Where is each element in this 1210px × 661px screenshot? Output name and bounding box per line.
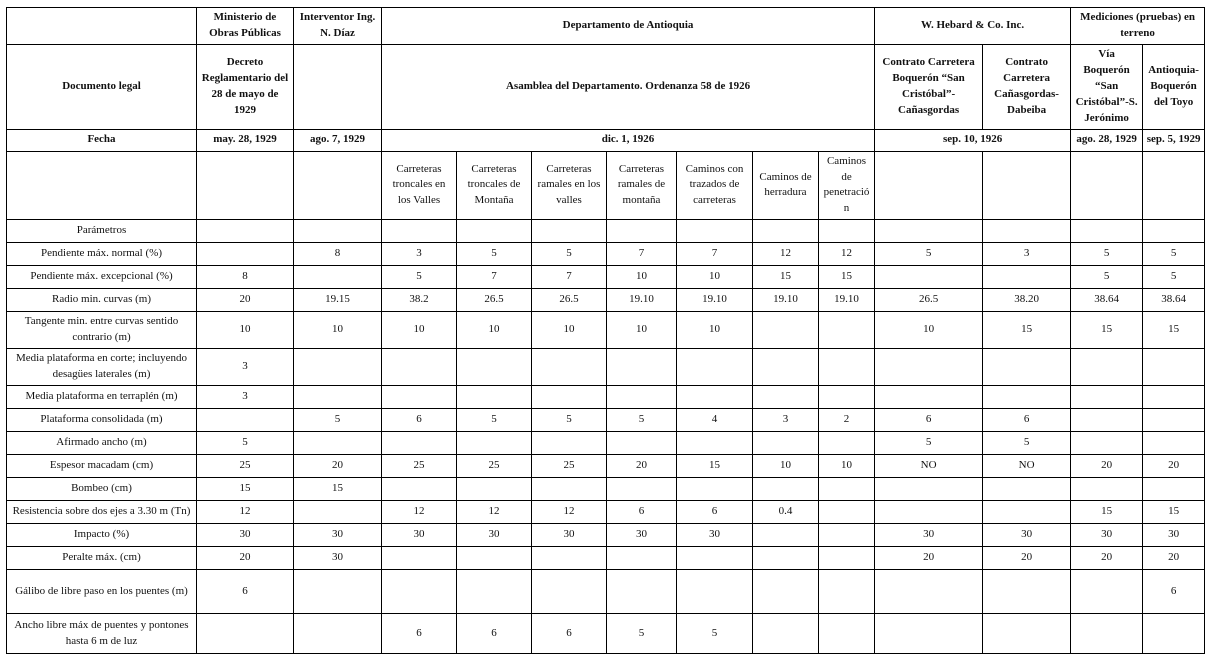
table-row [7,524,1205,547]
empty-data-cell [1071,570,1143,614]
empty-data-cell [457,478,532,501]
data-cell: 38.2 [382,289,457,312]
row-label: Media plataforma en corte; incluyendo desagües laterales (m) [7,349,197,386]
data-cell: 6 [677,501,753,524]
table-row [7,478,1205,501]
empty-data-cell [875,501,983,524]
data-cell: 25 [382,455,457,478]
header-cell: Caminos con trazados de carreteras [677,151,753,220]
data-cell: 3 [382,243,457,266]
data-cell: 8 [294,243,382,266]
empty-data-cell [532,432,607,455]
data-cell: 12 [819,243,875,266]
row-label: Bombeo (cm) [7,478,197,501]
data-cell: 10 [607,312,677,349]
data-cell: 10 [677,266,753,289]
empty-data-cell [819,501,875,524]
data-cell: 15 [294,478,382,501]
data-cell: 5 [1071,243,1143,266]
header-cell: Interventor Ing. N. Díaz [294,8,382,45]
empty-data-cell [753,432,819,455]
empty-data-cell [677,220,753,243]
header-cell: Contrato Carretera Boquerón “San Cristóbal”-Cañasgordas [875,44,983,129]
empty-data-cell [1071,220,1143,243]
row-label: Impacto (%) [7,524,197,547]
data-cell: 5 [983,432,1071,455]
data-cell: 15 [1071,312,1143,349]
data-cell: 10 [607,266,677,289]
data-cell: 19.10 [677,289,753,312]
data-cell: 5 [875,432,983,455]
empty-data-cell [677,349,753,386]
spec-table [6,7,1205,654]
data-cell: 15 [753,266,819,289]
data-cell: 6 [607,501,677,524]
empty-data-cell [819,312,875,349]
data-cell: 25 [197,455,294,478]
table-row [7,455,1205,478]
empty-data-cell [294,614,382,654]
empty-data-cell [983,614,1071,654]
empty-data-cell [607,220,677,243]
empty-data-cell [382,570,457,614]
empty-data-cell [983,501,1071,524]
empty-data-cell [607,478,677,501]
data-cell: 6 [382,614,457,654]
empty-data-cell [819,524,875,547]
empty-data-cell [819,220,875,243]
data-cell: 30 [983,524,1071,547]
empty-data-cell [607,547,677,570]
data-cell: 12 [753,243,819,266]
table-row [7,409,1205,432]
empty-data-cell [457,220,532,243]
header-cell: Antioquia-Boquerón del Toyo [1143,44,1205,129]
header-cell: Carreteras troncales de Montaña [457,151,532,220]
table-row [7,386,1205,409]
data-cell: 12 [382,501,457,524]
row-label: Gálibo de libre paso en los puentes (m) [7,570,197,614]
empty-data-cell [753,478,819,501]
empty-data-cell [1071,432,1143,455]
empty-data-cell [983,266,1071,289]
data-cell: 20 [875,547,983,570]
header-cell: sep. 10, 1926 [875,129,1071,151]
data-cell: 20 [197,547,294,570]
data-cell: 0.4 [753,501,819,524]
header-cell: Ministerio de Obras Públicas [197,8,294,45]
empty-data-cell [983,570,1071,614]
data-cell: 3 [983,243,1071,266]
data-cell: 15 [1071,501,1143,524]
data-cell: 38.64 [1071,289,1143,312]
empty-data-cell [294,266,382,289]
empty-data-cell [457,432,532,455]
data-cell: 10 [197,312,294,349]
empty-data-cell [875,266,983,289]
fecha-row [7,129,1205,151]
row-label: Pendiente máx. normal (%) [7,243,197,266]
table-row [7,266,1205,289]
data-cell: 4 [677,409,753,432]
empty-data-cell [1143,220,1205,243]
data-cell: 20 [197,289,294,312]
empty-data-cell [1143,614,1205,654]
empty-header-cell [1143,151,1205,220]
table-row [7,547,1205,570]
empty-data-cell [1071,386,1143,409]
empty-header-cell [7,8,197,45]
table-row [7,243,1205,266]
empty-data-cell [607,432,677,455]
header-cell: Carreteras ramales en los valles [532,151,607,220]
header-cell: ago. 7, 1929 [294,129,382,151]
data-cell: 5 [457,409,532,432]
row-label: Media plataforma en terraplén (m) [7,386,197,409]
data-cell: 19.15 [294,289,382,312]
row-label: Radio min. curvas (m) [7,289,197,312]
data-cell: 3 [197,349,294,386]
empty-data-cell [677,570,753,614]
data-cell: 6 [1143,570,1205,614]
empty-header-cell [197,151,294,220]
empty-data-cell [1143,409,1205,432]
data-cell: 5 [532,243,607,266]
empty-data-cell [875,478,983,501]
data-cell: 6 [197,570,294,614]
documento-legal-row [7,44,1205,129]
table-row [7,614,1205,654]
data-cell: 19.10 [753,289,819,312]
empty-data-cell [532,547,607,570]
empty-data-cell [753,312,819,349]
empty-header-cell [983,151,1071,220]
data-cell: 20 [1071,547,1143,570]
empty-data-cell [382,432,457,455]
data-cell: 5 [875,243,983,266]
empty-data-cell [819,478,875,501]
empty-data-cell [607,349,677,386]
empty-data-cell [1143,349,1205,386]
empty-data-cell [677,432,753,455]
empty-data-cell [819,349,875,386]
data-cell: 10 [457,312,532,349]
row-label: Ancho libre máx de puentes y pontones hasta 6 m de luz [7,614,197,654]
data-cell: 10 [532,312,607,349]
data-cell: 3 [753,409,819,432]
table-row [7,570,1205,614]
header-cell: may. 28, 1929 [197,129,294,151]
empty-data-cell [294,432,382,455]
data-cell: 6 [983,409,1071,432]
header-cell: W. Hebard & Co. Inc. [875,8,1071,45]
data-cell: 26.5 [875,289,983,312]
empty-data-cell [1143,478,1205,501]
data-cell: 5 [532,409,607,432]
empty-data-cell [753,349,819,386]
empty-data-cell [532,478,607,501]
header-cell: Documento legal [7,44,197,129]
data-cell: 5 [382,266,457,289]
data-cell: 10 [677,312,753,349]
empty-data-cell [819,386,875,409]
row-label: Afirmado ancho (m) [7,432,197,455]
data-cell: 30 [457,524,532,547]
data-cell: 30 [1143,524,1205,547]
data-cell: 26.5 [532,289,607,312]
header-cell: ago. 28, 1929 [1071,129,1143,151]
empty-data-cell [532,220,607,243]
empty-data-cell [753,570,819,614]
data-cell: 20 [1143,547,1205,570]
empty-data-cell [382,386,457,409]
data-cell: 15 [819,266,875,289]
empty-data-cell [607,570,677,614]
empty-data-cell [1071,409,1143,432]
empty-data-cell [382,547,457,570]
data-cell: 15 [1143,312,1205,349]
empty-data-cell [753,386,819,409]
empty-data-cell [197,409,294,432]
empty-data-cell [382,478,457,501]
data-cell: 10 [819,455,875,478]
empty-data-cell [532,349,607,386]
data-cell: 15 [1143,501,1205,524]
header-cell: sep. 5, 1929 [1143,129,1205,151]
data-cell: 19.10 [607,289,677,312]
empty-data-cell [382,349,457,386]
empty-data-cell [294,349,382,386]
empty-header-cell [875,151,983,220]
data-cell: 30 [197,524,294,547]
header-cell: Departamento de Antioquia [382,8,875,45]
empty-data-cell [819,614,875,654]
empty-data-cell [677,478,753,501]
empty-data-cell [753,614,819,654]
empty-data-cell [532,570,607,614]
data-cell: 30 [875,524,983,547]
header-cell: Fecha [7,129,197,151]
empty-data-cell [677,547,753,570]
data-cell: 6 [457,614,532,654]
data-cell: 7 [607,243,677,266]
empty-data-cell [1143,386,1205,409]
row-label: Resistencia sobre dos ejes a 3.30 m (Tn) [7,501,197,524]
empty-header-cell [7,151,197,220]
data-cell: NO [875,455,983,478]
data-cell: 20 [983,547,1071,570]
empty-data-cell [457,570,532,614]
empty-data-cell [1071,349,1143,386]
empty-data-cell [457,349,532,386]
data-cell: 30 [677,524,753,547]
table-row [7,501,1205,524]
empty-header-cell [1071,151,1143,220]
row-label: Peralte máx. (cm) [7,547,197,570]
empty-data-cell [753,524,819,547]
empty-data-cell [983,478,1071,501]
table-row [7,312,1205,349]
empty-data-cell [983,220,1071,243]
empty-data-cell [532,386,607,409]
data-cell: 5 [457,243,532,266]
data-cell: 3 [197,386,294,409]
data-cell: 7 [532,266,607,289]
data-cell: 15 [677,455,753,478]
data-cell: 6 [532,614,607,654]
empty-data-cell [197,220,294,243]
empty-data-cell [294,220,382,243]
data-cell: 20 [1143,455,1205,478]
data-cell: 38.64 [1143,289,1205,312]
header-cell: Carreteras troncales en los Valles [382,151,457,220]
data-cell: 12 [532,501,607,524]
data-cell: 20 [294,455,382,478]
header-cell: Caminos de penetración [819,151,875,220]
data-cell: 5 [1143,266,1205,289]
empty-data-cell [1071,614,1143,654]
data-cell: 8 [197,266,294,289]
data-cell: 5 [677,614,753,654]
table-row [7,349,1205,386]
data-cell: 30 [532,524,607,547]
row-label: Pendiente máx. excepcional (%) [7,266,197,289]
empty-data-cell [197,614,294,654]
data-cell: 15 [197,478,294,501]
data-cell: 7 [457,266,532,289]
data-cell: 10 [382,312,457,349]
table-row [7,220,1205,243]
empty-data-cell [197,243,294,266]
data-cell: 25 [532,455,607,478]
spec-table-head [7,8,1205,220]
empty-data-cell [753,547,819,570]
empty-data-cell [753,220,819,243]
empty-data-cell [1071,478,1143,501]
header-cell: Caminos de herradura [753,151,819,220]
empty-data-cell [382,220,457,243]
data-cell: 38.20 [983,289,1071,312]
empty-data-cell [1143,432,1205,455]
row-label: Parámetros [7,220,197,243]
data-cell: 10 [294,312,382,349]
group-header-row [7,8,1205,45]
data-cell: 20 [1071,455,1143,478]
empty-data-cell [457,547,532,570]
data-cell: 30 [1071,524,1143,547]
empty-data-cell [607,386,677,409]
subheader-row [7,151,1205,220]
empty-data-cell [819,547,875,570]
data-cell: 10 [753,455,819,478]
data-cell: 15 [983,312,1071,349]
data-cell: 10 [875,312,983,349]
empty-data-cell [875,614,983,654]
header-cell: Vía Boquerón “San Cristóbal”-S. Jerónimo [1071,44,1143,129]
empty-data-cell [294,501,382,524]
empty-data-cell [875,386,983,409]
header-cell: Contrato Carretera Cañasgordas-Dabeiba [983,44,1071,129]
header-cell: Mediciones (pruebas) en terreno [1071,8,1205,45]
data-cell: NO [983,455,1071,478]
empty-data-cell [819,570,875,614]
spec-table-body [7,220,1205,654]
data-cell: 2 [819,409,875,432]
row-label: Espesor macadam (cm) [7,455,197,478]
data-cell: 30 [294,547,382,570]
row-label: Plataforma consolidada (m) [7,409,197,432]
empty-data-cell [294,386,382,409]
data-cell: 19.10 [819,289,875,312]
data-cell: 30 [382,524,457,547]
data-cell: 12 [197,501,294,524]
empty-data-cell [983,349,1071,386]
empty-header-cell [294,151,382,220]
data-cell: 7 [677,243,753,266]
header-cell: Asamblea del Departamento. Ordenanza 58 de 1926 [382,44,875,129]
header-cell: Carreteras ramales de montaña [607,151,677,220]
header-cell: dic. 1, 1926 [382,129,875,151]
data-cell: 6 [875,409,983,432]
data-cell: 30 [607,524,677,547]
data-cell: 5 [607,409,677,432]
empty-data-cell [875,220,983,243]
empty-data-cell [457,386,532,409]
empty-data-cell [875,349,983,386]
data-cell: 6 [382,409,457,432]
data-cell: 25 [457,455,532,478]
table-row [7,432,1205,455]
data-cell: 30 [294,524,382,547]
data-cell: 26.5 [457,289,532,312]
header-cell: Decreto Reglamentario del 28 de mayo de 1929 [197,44,294,129]
table-row [7,289,1205,312]
data-cell: 20 [607,455,677,478]
empty-data-cell [983,386,1071,409]
empty-header-cell [294,44,382,129]
row-label: Tangente min. entre curvas sentido contrario (m) [7,312,197,349]
data-cell: 5 [1143,243,1205,266]
data-cell: 5 [197,432,294,455]
empty-data-cell [819,432,875,455]
empty-data-cell [875,570,983,614]
empty-data-cell [677,386,753,409]
empty-data-cell [294,570,382,614]
data-cell: 5 [294,409,382,432]
data-cell: 5 [607,614,677,654]
data-cell: 12 [457,501,532,524]
data-cell: 5 [1071,266,1143,289]
